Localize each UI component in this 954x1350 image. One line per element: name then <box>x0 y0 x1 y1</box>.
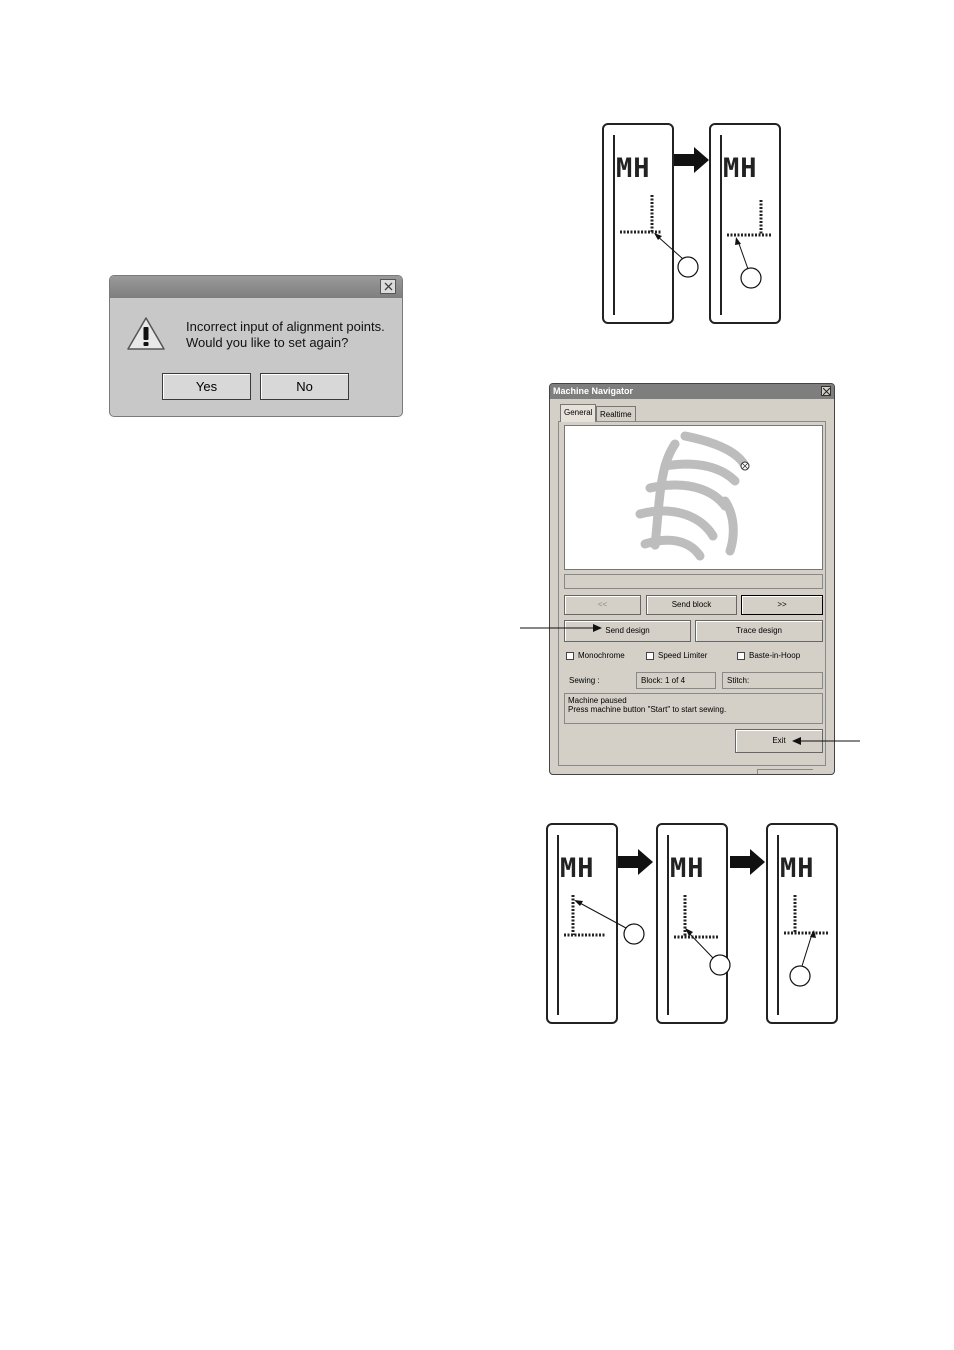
design-preview <box>564 425 823 570</box>
lcd-label: MH <box>780 853 815 884</box>
pointer-arrow-exit <box>790 734 860 748</box>
callout-circle <box>741 268 761 288</box>
status-box <box>564 693 823 724</box>
checkbox-box[interactable] <box>566 652 574 660</box>
status-line-1: Machine paused <box>568 696 627 705</box>
machine-navigator-window <box>549 383 835 775</box>
checkbox-box[interactable] <box>646 652 654 660</box>
next-block-button[interactable]: >> <box>741 595 823 615</box>
tab-realtime[interactable]: Realtime <box>596 406 636 421</box>
status-line-2: Press machine button "Start" to start sewing. <box>568 705 727 714</box>
arrow-right-icon <box>674 145 710 175</box>
callout-markers <box>560 890 820 990</box>
exit-button[interactable]: Exit <box>735 729 823 753</box>
arrow-right-icon <box>618 847 654 877</box>
progress-bar <box>564 574 823 589</box>
close-icon <box>823 388 830 395</box>
needle-position-icon <box>741 462 749 470</box>
no-button[interactable]: No <box>260 373 349 400</box>
dialog-title-bar <box>110 276 402 298</box>
checkbox-box[interactable] <box>737 652 745 660</box>
checkbox-label: Baste-in-Hoop <box>749 651 801 660</box>
message-line-1: Incorrect input of alignment points. <box>186 319 385 334</box>
baste-in-hoop-checkbox[interactable] <box>737 651 800 661</box>
stitch-field: Stitch: <box>722 672 823 689</box>
warning-icon <box>126 316 166 352</box>
yes-button[interactable]: Yes <box>162 373 251 400</box>
message-line-2: Would you like to set again? <box>186 335 349 350</box>
send-block-button[interactable]: Send block <box>646 595 737 615</box>
lcd-label: MH <box>616 153 651 184</box>
monochrome-checkbox[interactable] <box>566 651 625 661</box>
speed-limiter-checkbox[interactable] <box>646 651 707 661</box>
trace-design-button[interactable]: Trace design <box>695 620 823 642</box>
embroidery-design-preview <box>565 426 822 569</box>
lcd-label: MH <box>723 153 758 184</box>
callout-circle <box>624 924 644 944</box>
callout-circle <box>678 257 698 277</box>
checkbox-label: Monochrome <box>578 651 625 660</box>
resize-grip[interactable] <box>757 769 813 775</box>
pointer-arrow-send <box>520 620 620 634</box>
window-title <box>550 384 834 399</box>
arrow-right-icon <box>730 847 766 877</box>
lcd-label: MH <box>670 853 705 884</box>
checkbox-label: Speed Limiter <box>658 651 708 660</box>
dialog-message <box>186 319 385 351</box>
close-button[interactable] <box>821 386 831 396</box>
callout-markers <box>640 225 780 295</box>
callout-circle <box>790 966 810 986</box>
lcd-label: MH <box>560 853 595 884</box>
send-design-button[interactable]: Send design <box>564 620 691 642</box>
close-button[interactable] <box>380 279 396 294</box>
alert-dialog <box>109 275 403 417</box>
tab-general[interactable]: General <box>560 404 596 422</box>
sewing-label: Sewing : <box>564 672 632 689</box>
block-field: Block: 1 of 4 <box>636 672 716 689</box>
previous-block-button[interactable]: << <box>564 595 641 615</box>
close-icon <box>384 282 393 291</box>
window-title-text: Machine Navigator <box>553 386 634 396</box>
